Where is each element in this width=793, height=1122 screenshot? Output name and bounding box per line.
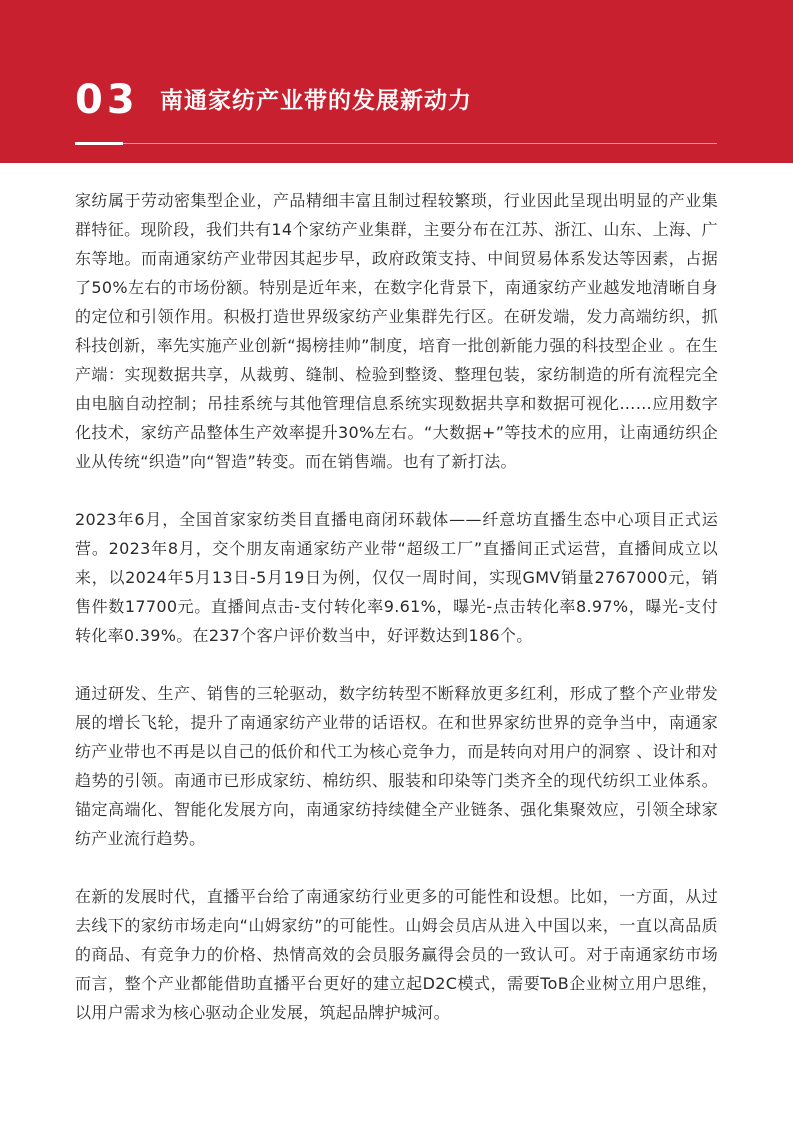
paragraph: 2023年6月，全国首家家纺类目直播电商闭环载体——纤意坊直播生态中心项目正式运营。2023年8月，交个朋友南通家纺产业带“超级工厂”直播间正式运营，直播间成立以来，以2024年5月13日-5月19日为例，仅仅一周时间，实现GMV销量2767000元，销售件数17700元。直播间点击-支付转化率9.61%，曝光-点击转化率8.97%，曝光-支付转化率0.39%。在237个客户评价数当中，好评数达到186个。: [75, 510, 718, 645]
paragraph: 通过研发、生产、销售的三轮驱动，数字纺转型不断释放更多红利，形成了整个产业带发展的增长飞轮，提升了南通家纺产业带的话语权。在和世界家纺世界的竞争当中，南通家纺产业带也不再是以自己的低价和代工为核心竞争力，而是转向对用户的洞察 、设计和对趋势的引领。南通市已形成家纺、棉纺织、服装和印染等门类齐全的现代纺织工业体系。锚定高端化、智能化发展方向，南通家纺持续健全产业链条、强化集聚效应，引领全球家纺产业流行趋势。: [75, 684, 718, 848]
section-title: 南通家纺产业带的发展新动力: [160, 88, 472, 114]
header-divider-accent: [75, 142, 123, 145]
paragraph: 家纺属于劳动密集型企业，产品精细丰富且制过程较繁琐，行业因此呈现出明显的产业集群特征。现阶段，我们共有14个家纺产业集群，主要分布在江苏、浙江、山东、上海、广东等地。而南通家纺产业带因其起步早，政府政策支持、中间贸易体系发达等因素，占据了50%左右的市场份额。特别是近年来，在数字化背景下，南通家纺产业越发地清晰自身的定位和引领作用。积极打造世界级家纺产业集群先行区。在研发端，发力高端纺织，抓科技创新，率先实施产业创新“揭榜挂帅”制度，培育一批创新能力强的科技型企业 。在生产端：实现数据共享，从裁剪、缝制、检验到整烫、整理包装，家纺制造的所有流程完全由电脑自动控制；吊挂系统与其他管理信息系统实现数据共享和数据可视化……应用数字化技术，家纺产品整体生产效率提升30%左右。“大数据+”等技术的应用，让南通纺织企业从传统“织造”向“智造”转变。而在销售端。也有了新打法。: [75, 191, 718, 471]
paragraph: 在新的发展时代，直播平台给了南通家纺行业更多的可能性和设想。比如，一方面，从过去线下的家纺市场走向“山姆家纺”的可能性。山姆会员店从进入中国以来，一直以高品质的商品、有竞争力的价格、热情高效的会员服务赢得会员的一致认可。对于南通家纺市场而言，整个产业都能借助直播平台更好的建立起D2C模式，需要ToB企业树立用户思维，以用户需求为核心驱动企业发展，筑起品牌护城河。: [75, 887, 718, 1022]
header-divider: [75, 143, 717, 144]
section-number: 03: [75, 77, 139, 123]
article-body: [75, 186, 718, 1056]
